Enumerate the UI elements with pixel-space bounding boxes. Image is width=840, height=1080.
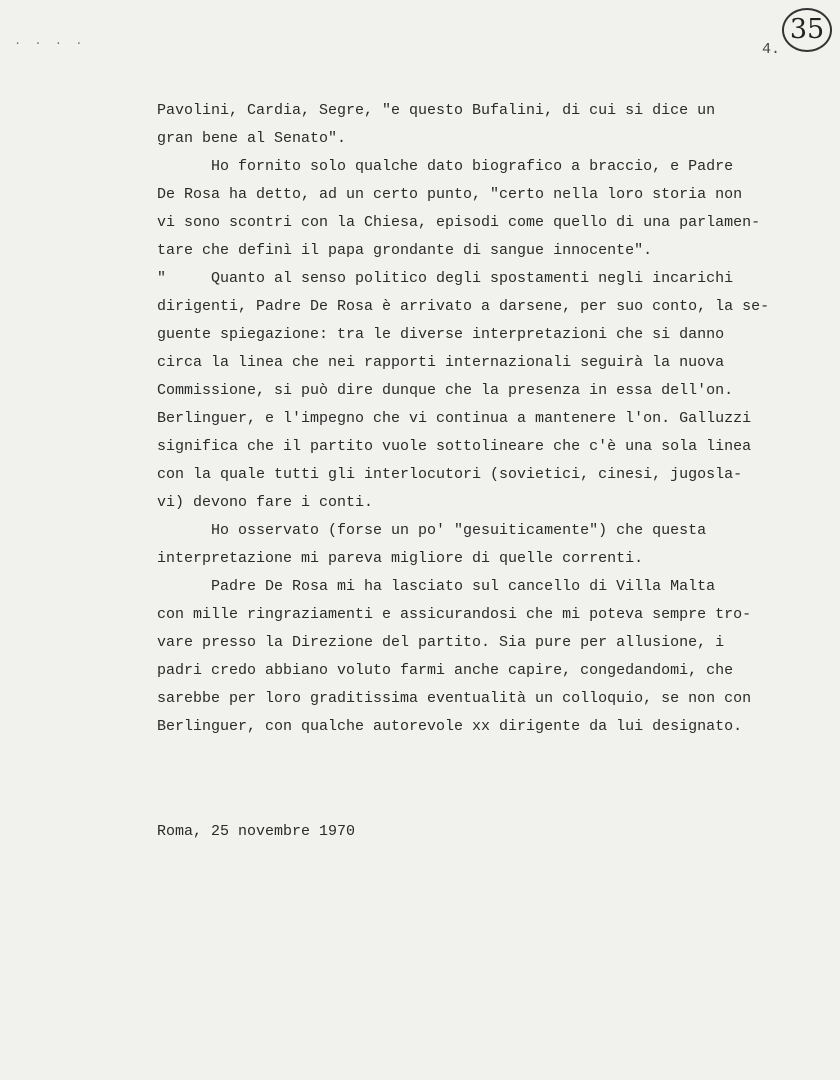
text-line: Padre De Rosa mi ha lasciato sul cancello di Villa Malta (157, 578, 716, 595)
sheet-number-circled: 35 (782, 8, 832, 52)
text-line: Pavolini, Cardia, Segre, "e questo Bufalini, di cui si dice un (157, 102, 716, 119)
text-line: circa la linea che nei rapporti internazionali seguirà la nuova (157, 354, 725, 371)
page-number: 4. (762, 41, 781, 58)
closing-date: Roma, 25 novembre 1970 (157, 823, 356, 840)
text-line: " Quanto al senso politico degli spostamenti negli incarichi (157, 270, 734, 287)
text-line: tare che definì il papa grondante di sangue innocente". (157, 242, 653, 259)
body-text (157, 97, 822, 741)
text-line: Ho fornito solo qualche dato biografico a braccio, e Padre (157, 158, 734, 175)
text-line: vare presso la Direzione del partito. Sia pure per allusione, i (157, 634, 725, 651)
text-line: gran bene al Senato". (157, 130, 347, 147)
text-line: padri credo abbiano voluto farmi anche capire, congedandomi, che (157, 662, 734, 679)
corner-marks: . . . . (14, 34, 86, 48)
text-line: con mille ringraziamenti e assicurandosi che mi poteva sempre tro- (157, 606, 752, 623)
text-line: interpretazione mi pareva migliore di quelle correnti. (157, 550, 644, 567)
text-line: Berlinguer, con qualche autorevole xx dirigente da lui designato. (157, 718, 743, 735)
text-line: con la quale tutti gli interlocutori (sovietici, cinesi, jugosla- (157, 466, 743, 483)
text-line: vi) devono fare i conti. (157, 494, 374, 511)
text-line: Commissione, si può dire dunque che la presenza in essa dell'on. (157, 382, 734, 399)
text-line: vi sono scontri con la Chiesa, episodi come quello di una parlamen- (157, 214, 761, 231)
text-line: dirigenti, Padre De Rosa è arrivato a darsene, per suo conto, la se- (157, 298, 770, 315)
text-line: significa che il partito vuole sottolineare che c'è una sola linea (157, 438, 752, 455)
text-line: sarebbe per loro graditissima eventualità un colloquio, se non con (157, 690, 752, 707)
text-line: Ho osservato (forse un po' "gesuiticamente") che questa (157, 522, 707, 539)
text-line: Berlinguer, e l'impegno che vi continua a mantenere l'on. Galluzzi (157, 410, 752, 427)
text-line: guente spiegazione: tra le diverse interpretazioni che si danno (157, 326, 725, 343)
text-line: De Rosa ha detto, ad un certo punto, "certo nella loro storia non (157, 186, 743, 203)
